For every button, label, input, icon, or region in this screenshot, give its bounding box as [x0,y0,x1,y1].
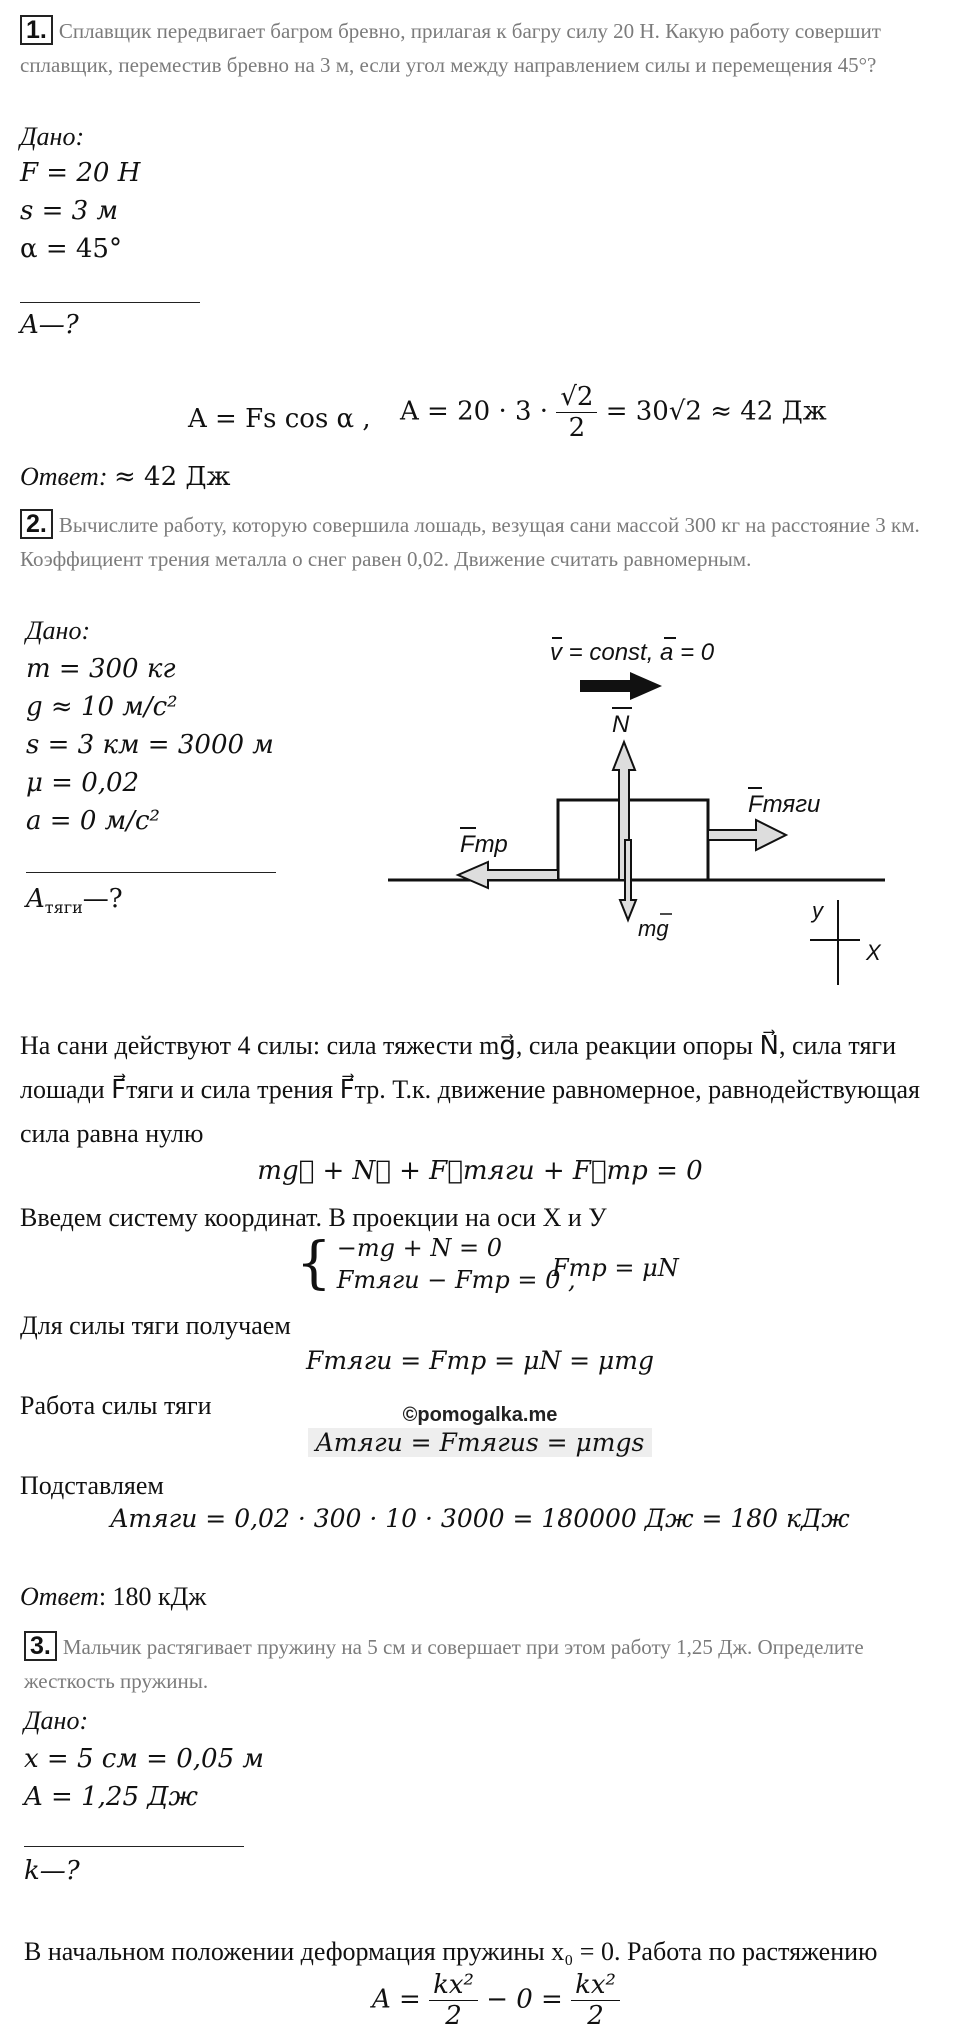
problem-1-number: 1. [20,15,53,45]
problem-2-friction-eq: Fтр = μN [552,1254,679,1282]
formula-b-den: 2 [568,413,586,443]
problem-2-text-4: Работа силы тяги [20,1391,212,1420]
problem-2-given-1: m = 300 кг [26,654,176,684]
problem-3-eq [372,1970,620,2031]
problem-1-formula-a: A = Fs cos α , [188,404,371,434]
axis-x-label: X [866,940,881,965]
p3-eq-den2: 2 [587,2001,604,2031]
sled-box [558,800,708,880]
problem-3-number: 3. [24,1631,57,1661]
problem-1-answer-label: Ответ: [20,462,108,491]
problem-1-find: A—? [20,310,79,340]
problem-1-given-3: α = 45° [20,234,122,264]
problem-2-eq-work [0,1428,960,1457]
p3-eq-num2: kx² [571,1970,620,2001]
problem-2-given-2: g ≈ 10 м/с² [26,692,178,722]
problem-2-text-1: На сани действуют 4 силы: сила тяжести mg⃗, сила реакции опоры N⃗, сила тяги лошади F⃗тяги и сила трения F⃗тр. Т.к. движение равномерное, равнодействующая сила равна нулю [20,1031,920,1148]
problem-1-given-2: s = 3 м [20,196,119,226]
problem-2-answer [20,1578,206,1616]
problem-3-given-1: x = 5 см = 0,05 м [24,1744,264,1774]
problem-1-formula-b [400,382,827,443]
system-eq-1: −mg + N = 0 [336,1234,502,1262]
system-equations [337,1232,576,1296]
problem-2-given-label: Дано: [26,616,91,645]
system-eq-2: Fтяги − Fтр = 0 , [336,1266,576,1294]
problem-2-answer-label: Ответ [20,1582,99,1611]
problem-1-divider [20,302,200,303]
problem-3-text: Мальчик растягивает пружину на 5 см и совершает при этом работу 1,25 Дж. Определите жесткость пружины. [24,1635,864,1693]
eq-work-text: Aтяги = Fтягиs = μmgs [308,1428,653,1457]
traction-force-arrow [708,820,786,850]
axis-y-label: y [812,898,823,923]
friction-force-label: Fтр [460,831,508,858]
watermark: ©pomogalka.me [402,1404,558,1426]
problem-2-given-4: μ = 0,02 [26,768,140,798]
velocity-label: v = const, a = 0 [550,639,715,666]
problem-2-eq-subst: Aтяги = 0,02 · 300 · 10 · 3000 = 180000 Дж = 180 кДж [110,1504,850,1533]
problem-1-given-label: Дано: [20,122,85,151]
problem-3-find: k—? [24,1856,80,1886]
problem-2-number: 2. [20,509,53,539]
problem-3-given-label: Дано: [24,1706,89,1735]
problem-2-statement [20,508,920,576]
problem-1-answer-value: ≈ 42 Дж [113,462,231,492]
p3-eq-num: kx² [429,1970,478,2001]
problem-2-find-sub: тяги [44,898,83,918]
problem-3-given-2: A = 1,25 Дж [24,1782,198,1812]
forces-diagram [380,630,900,1000]
p3-eq-mid: − 0 = [486,1984,563,2015]
problem-1-given-1: F = 20 Н [20,158,141,188]
problem-2-eq-sum: mg⃗ + N⃗ + F⃗тяги + F⃗тр = 0 [257,1156,703,1186]
problem-2-text-3: Для силы тяги получаем [20,1311,291,1340]
problem-3-statement [24,1630,924,1698]
problem-2-text-5: Подставляем [20,1471,164,1500]
problem-2-given-5: a = 0 м/с² [26,806,160,836]
problem-1-text: Сплавщик передвигает багром бревно, прилагая к багру силу 20 Н. Какую работу совершит сплавщик, переместив бревно на 3 м, если угол между направлением силы и перемещения 45°? [20,19,881,77]
formula-b-right: = 30√2 ≈ 42 Дж [605,396,827,427]
formula-b-left: A = 20 · 3 · [400,396,549,427]
problem-2-find-tail: —? [82,884,123,914]
problem-2-find-main: A [26,884,45,914]
problem-1-answer [20,458,230,496]
problem-3-text-1: В начальном положении деформация пружины x₀ = 0. Работа по растяжению [24,1937,878,1966]
problem-2-eq-tyagi: Fтяги = Fтр = μN = μmg [306,1346,654,1375]
problem-2-text-2: Введем систему координат. В проекции на оси X и У [20,1203,607,1232]
problem-2-system [296,1232,576,1296]
problem-3-divider [24,1846,244,1847]
problem-1-statement [20,14,920,82]
velocity-arrow [580,672,662,700]
problem-2-given-3: s = 3 км = 3000 м [26,730,274,760]
problem-2-text: Вычислите работу, которую совершила лошадь, везущая сани массой 300 кг на расстояние 3 км. Коэффициент трения металла о снег равен 0,02. Движение считать равномерным. [20,513,920,571]
formula-b-num: √2 [556,382,597,413]
p3-eq-den: 2 [445,2001,462,2031]
p3-eq-left: A = [372,1984,421,2015]
gravity-label: mg [638,916,669,941]
problem-2-answer-value: : 180 кДж [98,1582,207,1611]
friction-force-arrow [458,862,558,888]
normal-force-label: N [612,711,630,738]
system-brace: { [296,1231,332,1296]
problem-2-find [26,880,123,927]
problem-2-divider [26,872,276,873]
traction-force-label: Fтяги [748,791,821,818]
